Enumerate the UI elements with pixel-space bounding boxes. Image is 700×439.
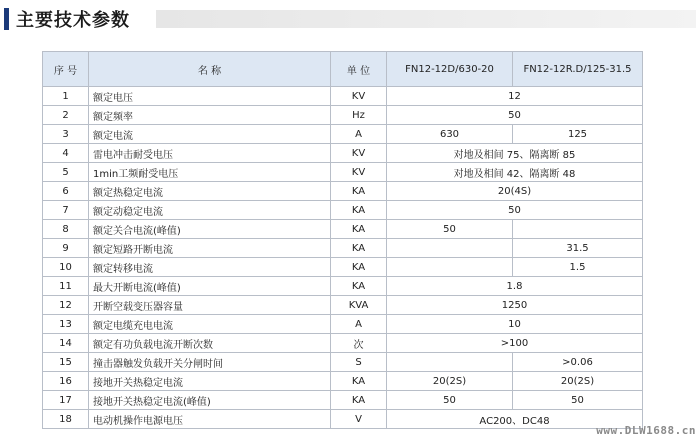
row-name-cell: 1min工频耐受电压: [89, 163, 331, 182]
row-name-cell: 电动机操作电源电压: [89, 410, 331, 429]
row-number-cell: 5: [43, 163, 89, 182]
row-value-merged-cell: 50: [387, 201, 643, 220]
table-row: [43, 296, 643, 315]
row-name-cell: 额定电流: [89, 125, 331, 144]
row-unit-cell: KA: [331, 182, 387, 201]
row-value-merged-cell: 对地及相间 75、隔离断 85: [387, 144, 643, 163]
row-number-cell: 17: [43, 391, 89, 410]
table-row: [43, 201, 643, 220]
row-value-merged-cell: 对地及相间 42、隔离断 48: [387, 163, 643, 182]
row-value-model-a-cell: [387, 353, 513, 372]
row-unit-cell: V: [331, 410, 387, 429]
row-number-cell: 8: [43, 220, 89, 239]
table-row: [43, 334, 643, 353]
row-unit-cell: KV: [331, 144, 387, 163]
row-name-cell: 雷电冲击耐受电压: [89, 144, 331, 163]
row-name-cell: 额定有功负载电流开断次数: [89, 334, 331, 353]
row-name-cell: 额定电缆充电电流: [89, 315, 331, 334]
row-unit-cell: KA: [331, 277, 387, 296]
table-row: [43, 258, 643, 277]
table-row: [43, 391, 643, 410]
row-name-cell: 额定短路开断电流: [89, 239, 331, 258]
row-name-cell: 接地开关热稳定电流(峰值): [89, 391, 331, 410]
row-value-merged-cell: 50: [387, 106, 643, 125]
row-name-cell: 额定电压: [89, 87, 331, 106]
row-value-model-a-cell: 630: [387, 125, 513, 144]
row-unit-cell: A: [331, 315, 387, 334]
table-row: [43, 410, 643, 429]
row-number-cell: 18: [43, 410, 89, 429]
row-value-merged-cell: 1.8: [387, 277, 643, 296]
table-row: [43, 220, 643, 239]
row-number-cell: 15: [43, 353, 89, 372]
table-row: [43, 87, 643, 106]
table-body: [43, 87, 643, 429]
section-header: [0, 0, 700, 36]
table-row: [43, 372, 643, 391]
col-header-no: 序 号: [43, 52, 89, 87]
row-name-cell: 接地开关热稳定电流: [89, 372, 331, 391]
row-unit-cell: KA: [331, 391, 387, 410]
col-header-name: 名 称: [89, 52, 331, 87]
row-value-model-b-cell: 50: [513, 391, 643, 410]
table-row: [43, 163, 643, 182]
row-unit-cell: KA: [331, 239, 387, 258]
row-name-cell: 额定频率: [89, 106, 331, 125]
row-number-cell: 1: [43, 87, 89, 106]
row-number-cell: 16: [43, 372, 89, 391]
row-name-cell: 开断空载变压器容量: [89, 296, 331, 315]
table-row: [43, 106, 643, 125]
header-accent-bar: [4, 8, 9, 30]
row-value-model-a-cell: [387, 258, 513, 277]
row-unit-cell: Hz: [331, 106, 387, 125]
row-value-model-b-cell: 31.5: [513, 239, 643, 258]
table-row: [43, 144, 643, 163]
col-header-unit: 单 位: [331, 52, 387, 87]
row-value-model-b-cell: 125: [513, 125, 643, 144]
row-value-model-b-cell: >0.06: [513, 353, 643, 372]
row-value-model-a-cell: [387, 239, 513, 258]
table-row: [43, 277, 643, 296]
row-name-cell: 最大开断电流(峰值): [89, 277, 331, 296]
row-value-merged-cell: >100: [387, 334, 643, 353]
row-name-cell: 额定动稳定电流: [89, 201, 331, 220]
row-unit-cell: 次: [331, 334, 387, 353]
row-unit-cell: KA: [331, 258, 387, 277]
row-number-cell: 6: [43, 182, 89, 201]
row-unit-cell: KV: [331, 87, 387, 106]
row-unit-cell: S: [331, 353, 387, 372]
row-name-cell: 额定关合电流(峰值): [89, 220, 331, 239]
row-value-merged-cell: 20(4S): [387, 182, 643, 201]
row-value-model-a-cell: 20(2S): [387, 372, 513, 391]
row-unit-cell: KA: [331, 372, 387, 391]
col-header-model-b: FN12-12R.D/125-31.5: [513, 52, 643, 87]
table-row: [43, 239, 643, 258]
row-number-cell: 9: [43, 239, 89, 258]
row-name-cell: 额定热稳定电流: [89, 182, 331, 201]
row-value-model-b-cell: [513, 220, 643, 239]
page-title: 主要技术参数: [16, 10, 130, 31]
row-number-cell: 12: [43, 296, 89, 315]
col-header-model-a: FN12-12D/630-20: [387, 52, 513, 87]
row-value-merged-cell: 1250: [387, 296, 643, 315]
row-number-cell: 13: [43, 315, 89, 334]
row-number-cell: 7: [43, 201, 89, 220]
row-number-cell: 11: [43, 277, 89, 296]
row-value-model-b-cell: 1.5: [513, 258, 643, 277]
table-header-row: [43, 52, 643, 87]
row-number-cell: 4: [43, 144, 89, 163]
row-value-merged-cell: 12: [387, 87, 643, 106]
row-name-cell: 额定转移电流: [89, 258, 331, 277]
row-number-cell: 2: [43, 106, 89, 125]
row-number-cell: 10: [43, 258, 89, 277]
table-row: [43, 125, 643, 144]
row-unit-cell: KA: [331, 220, 387, 239]
row-value-model-b-cell: 20(2S): [513, 372, 643, 391]
row-unit-cell: A: [331, 125, 387, 144]
table-row: [43, 353, 643, 372]
header-gradient-bar: [156, 10, 696, 28]
watermark: www.DLW1688.cn: [596, 424, 696, 437]
table-row: [43, 315, 643, 334]
row-value-model-a-cell: 50: [387, 220, 513, 239]
table-row: [43, 182, 643, 201]
parameters-table: [42, 51, 643, 429]
row-value-merged-cell: 10: [387, 315, 643, 334]
row-value-merged-cell: AC200、DC48: [387, 410, 643, 429]
row-unit-cell: KV: [331, 163, 387, 182]
row-unit-cell: KA: [331, 201, 387, 220]
row-number-cell: 14: [43, 334, 89, 353]
row-number-cell: 3: [43, 125, 89, 144]
row-value-model-a-cell: 50: [387, 391, 513, 410]
row-unit-cell: KVA: [331, 296, 387, 315]
row-name-cell: 撞击器触发负载开关分闸时间: [89, 353, 331, 372]
